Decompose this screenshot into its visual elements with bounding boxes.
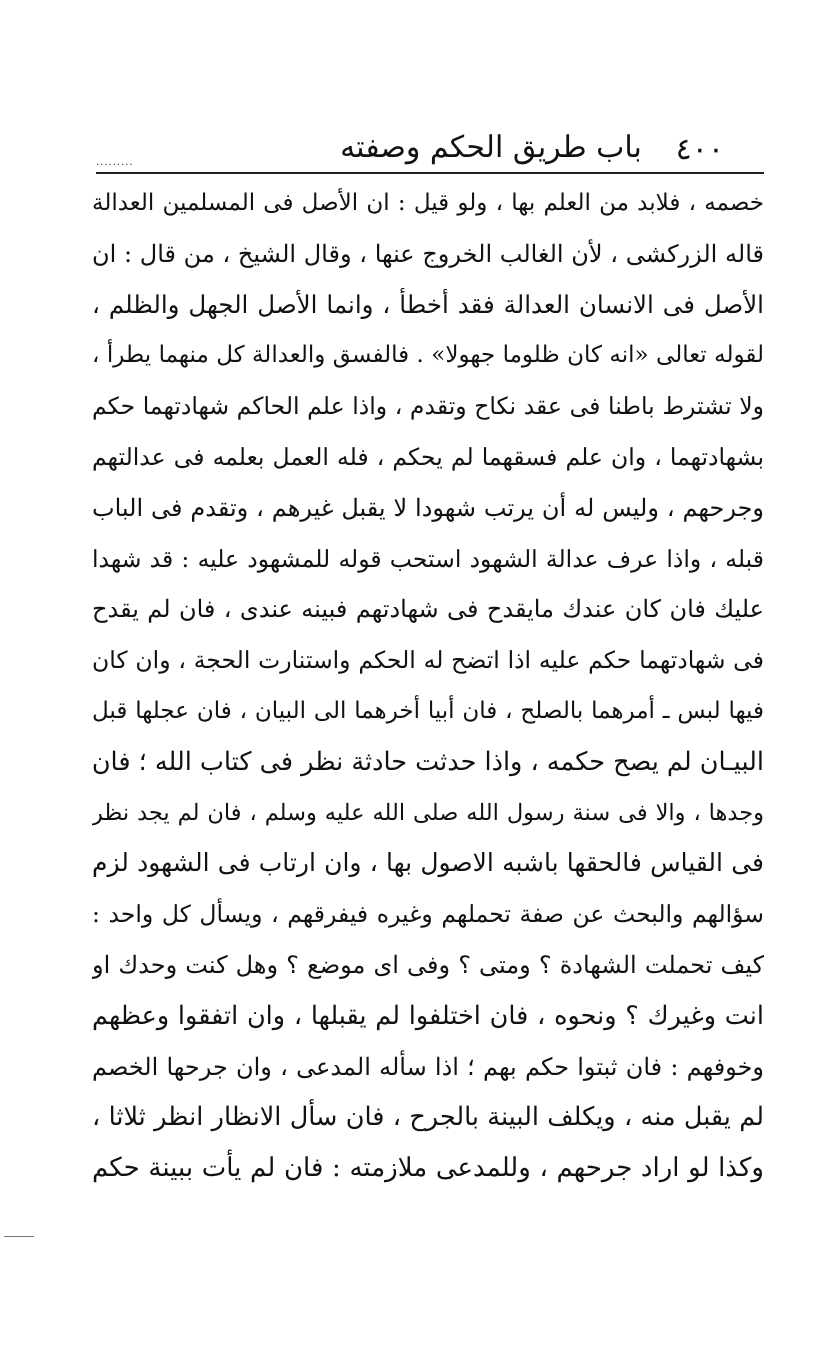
header-ornament: ·········	[96, 160, 134, 171]
text-line: خصمه ، فلابد من العلم بها ، ولو قيل : ان الأصل فى المسلمين العدالة	[92, 190, 764, 216]
text-line: الأصل فى الانسان العدالة فقد أخطأ ، وانما الأصل الجهل والظلم ،	[92, 289, 764, 319]
text-line: وكذا لو اراد جرحهم ، وللمدعى ملازمته : فان لم يأت ببينة حكم	[92, 1153, 764, 1184]
text-line: عليك فان كان عندك مايقدح فى شهادتهم فبينه عندى ، فان لم يقدح	[92, 595, 764, 624]
text-line: كيف تحملت الشهادة ؟ ومتى ؟ وفى اى موضع ؟ وهل كنت وحدك او	[92, 950, 764, 979]
text-line: لقوله تعالى «انه كان ظلوما جهولا» . فالفسق والعدالة كل منهما يطرأ ،	[92, 342, 764, 369]
page-header	[96, 122, 760, 172]
header-rule	[96, 172, 764, 174]
text-line: البيـان لم يصح حكمه ، واذا حدثت حادثة نظر فى كتاب الله ؛ فان	[92, 746, 764, 777]
text-line: لم يقبل منه ، ويكلف البينة بالجرح ، فان سأل الانظار انظر ثلاثا ،	[92, 1102, 764, 1133]
text-line: وخوفهم : فان ثبتوا حكم بهم ؛ اذا سأله المدعى ، وان جرحها الخصم	[92, 1052, 764, 1081]
body-text	[92, 178, 764, 1194]
text-line: انت وغيرك ؟ ونحوه ، فان اختلفوا لم يقبلها ، وان اتفقوا وعظهم	[92, 1000, 764, 1031]
text-line: فى شهادتهما حكم عليه اذا اتضح له الحكم واستنارت الحجة ، وان كان	[92, 646, 764, 675]
running-title: باب طريق الحكم وصفته	[340, 130, 642, 165]
text-line: قبله ، واذا عرف عدالة الشهود استحب قوله للمشهود عليه : قد شهدا	[92, 544, 764, 573]
text-line: فيها لبس ـ أمرهما بالصلح ، فان أبيا أخرهما الى البيان ، فان عجلها قبل	[92, 697, 764, 724]
text-line: قاله الزركشى ، لأن الغالب الخروج عنها ، وقال الشيخ ، من قال : ان	[92, 239, 764, 268]
margin-mark	[4, 1236, 34, 1237]
page-number: ٤٠٠	[675, 132, 724, 167]
text-line: ولا تشترط باطنا فى عقد نكاح وتقدم ، واذا علم الحاكم شهادتهما حكم	[92, 392, 764, 421]
text-line: سؤالهم والبحث عن صفة تحملهم وغيره فيفرقهم ، ويسأل كل واحد :	[92, 900, 764, 929]
text-line: وجرحهم ، وليس له أن يرتب شهودا لا يقبل غيرهم ، وتقدم فى الباب	[92, 493, 764, 522]
text-line: وجدها ، والا فى سنة رسول الله صلى الله عليه وسلم ، فان لم يجد نظر	[92, 799, 764, 826]
text-line: فى القياس فالحقها باشبه الاصول بها ، وان ارتاب فى الشهود لزم	[92, 848, 764, 878]
text-line: بشهادتهما ، وان علم فسقهما لم يحكم ، فله العمل بعلمه فى عدالتهم	[92, 442, 764, 471]
